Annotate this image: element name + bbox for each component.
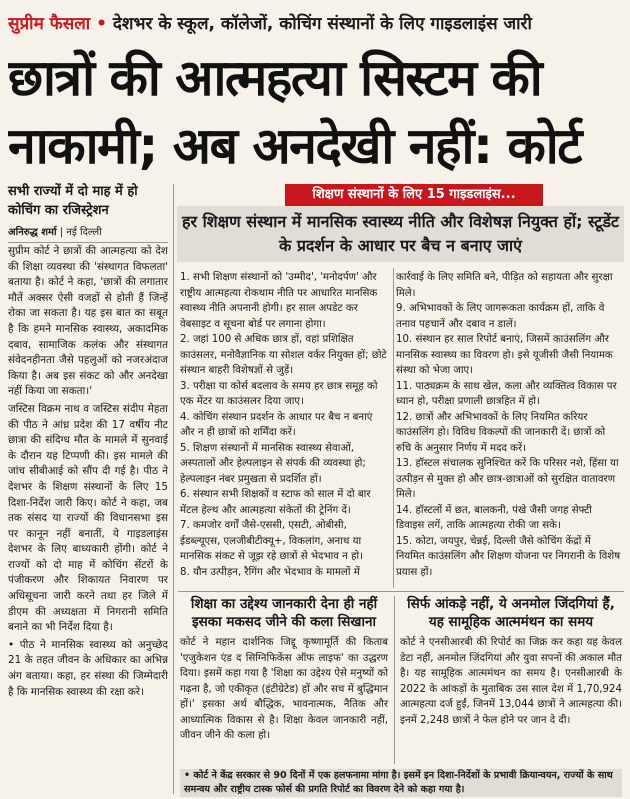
headline-line-2: नाकामी; अब अनदेखी नहीं: कोर्ट [8, 117, 581, 175]
guideline-item: 12. छात्रों और अभिभावकों के लिए नियमित करियर काउंसलिंग हो। विविध विकल्पों की जानकारी दें। छात्रों को रुचि के अनुसार निर्णय में मदद करें। [396, 411, 606, 454]
guideline-item: 6. संस्थान सभी शिक्षकों व स्टाफ को साल में दो बार मेंटल हेल्थ और आत्महत्या संकेतों की ट्रेनिंग दें। [180, 489, 371, 516]
strap-label: सुप्रीम फैसला [8, 14, 91, 34]
headline-line-1: छात्रों की आत्महत्या सिस्टम की [8, 49, 542, 107]
guideline-item: 4. कोचिंग संस्थान प्रदर्शन के आधार पर बैच न बनाएं और न ही छात्रों को शर्मिंदा करें। [180, 411, 373, 438]
guideline-item: 14. हॉस्टलों में छत, बालकनी, पंखे जैसी जगह सेफ्टी डिवाइस लगें, ताकि आत्महत्या रोकी जा सके। [396, 504, 592, 531]
guideline-item: 5. शिक्षण संस्थानों में मानसिक स्वास्थ्य सेवाओं, अस्पतालों और हेल्पलाइन से संपर्क की व्यवस्था हो; हेल्पलाइन नंबर प्रमुखता से प्रदर्शित हों। [180, 442, 366, 485]
strap-bullet: • [96, 14, 107, 34]
story-column [8, 244, 168, 792]
guidelines-heading: हर शिक्षण संस्थान में मानसिक स्वास्थ्य नीति और विशेषज्ञ नियुक्त हों; स्टूडेंट के प्रदर्शन के आधार पर बैच न बनाए जाएं [182, 212, 619, 255]
ncrb-data-title: सिर्फ आंकड़े नहीं, ये अनमोल जिंदगियां हैं, यह सामूहिक आत्ममंथन का समय [407, 596, 615, 630]
story-paragraph: जस्टिस विक्रम नाथ व जस्टिस संदीप मेहता की पीठ ने आंध्र प्रदेश की 17 वर्षीय नीट छात्रा की संदिग्ध मौत के मामले में सुनवाई के दौरान यह टिप्पणी की। इस मामले की जांच सीबीआई को सौंप दी गई है। पीठ ने देशभर के शिक्षण संस्थानों के लिए 15 दिशा-निर्देश जारी किए। कोर्ट ने कहा, जब तक संसद या राज्यों की विधानसभा इस पर कानून नहीं बनातीं, ये गाइडलाइंस देशभर के लिए बाध्यकारी होंगी। कोर्ट ने राज्यों को दो माह में कोचिंग सेंटरों के पंजीकरण और शिकायत निवारण पर अधिसूचना जारी करने तथा हर जिले में डीएम की अध्यक्षता में निगरानी समिति बनाने का भी निर्देश दिया है। [8, 402, 168, 634]
ncrb-data-box [400, 595, 622, 765]
section-rule [178, 591, 624, 592]
guideline-item: 11. पाठ्यक्रम के साथ खेल, कला और व्यक्तित्व विकास पर ध्यान हो, परीक्षा प्रणाली छात्रहित में हो। [396, 380, 617, 407]
strap-text: देशभर के स्कूल, कॉलेजों, कोचिंग संस्थानों के लिए गाइडलाइंस जारी [112, 14, 532, 34]
guideline-item: 2. जहां 100 से अधिक छात्र हों, वहां प्रशिक्षित काउंसलर, मनोवैज्ञानिक या सोशल वर्कर नियुक्त हों; छोटे संस्थान बाहरी विशेषज्ञों से जुड़ें। [180, 334, 387, 376]
guidelines-banner: शिक्षण संस्थानों के लिए 15 गाइडलाइंस... [285, 184, 543, 206]
column-divider [393, 268, 394, 588]
guideline-item: 3. परीक्षा या कोर्स बदलाव के समय हर छात्र समूह को एक मेंटर या काउंसलर दिया जाए। [180, 380, 378, 407]
author-line: अनिरुद्ध शर्मा | नई दिल्ली [8, 224, 168, 243]
guideline-item: 8. यौन उत्पीड़न, रैगिंग और भेदभाव के मामलों में [180, 566, 360, 578]
ncrb-data-body: कोर्ट ने एनसीआरबी की रिपोर्ट का जिक्र कर कहा यह केवल डेटा नहीं, अनमोल जिंदगियां और युवा सपनों की अकाल मौत है। यह सामूहिक आत्ममंथन का समय है। एनसीआरबी के 2022 के आंकड़ों के मुताबिक उस साल देश में 1,70,924 आत्महत्या दर्ज हुईं, जिनमें 13,044 छात्रों ने आत्महत्या की। इनमें 2,248 छात्रों ने फेल होने पर जान दे दी। [400, 637, 622, 726]
guideline-item: 1. सभी शिक्षण संस्थानों को 'उम्मीद', 'मनोदर्पण' और राष्ट्रीय आत्महत्या रोकथाम नीति पर आधारित मानसिक स्वास्थ्य नीति अपनानी होगी। हर साल अपडेट कर वेबसाइट व सूचना बोर्ड पर लगाना होगा। [180, 272, 378, 330]
story-paragraph: सुप्रीम कोर्ट ने छात्रों की आत्महत्या को देश की शिक्षा व्यवस्था की 'संस्थागत विफलता' बताया है। कोर्ट ने कहा, 'छात्रों की लगातार मौतें अक्सर ऐसी वजहों से होती हैं जिन्हें रोका जा सकता है। यह इस बात का सबूत है कि हमने मानसिक स्वास्थ्य, अकादमिक दबाव, सामाजिक कलंक और संस्थागत संवेदनहीनता जैसे पहलुओं को नजरअंदाज किया है। अब इस संकट को और अनदेखा नहीं किया जा सकता।' [8, 245, 168, 398]
author-name: अनिरुद्ध शर्मा [8, 227, 57, 238]
guideline-item: 15. कोटा, जयपुर, चेन्नई, दिल्ली जैसे कोचिंग केंद्रों में नियमित काउंसलिंग और शिक्षण योजना पर निगरानी के विशेष प्रयास हों। [396, 535, 621, 578]
story-paragraph: • पीठ ने मानसिक स्वास्थ्य को अनुच्छेद 21 के तहत जीवन के अधिकार का अभिन्न अंग बताया। कहा, हर संस्था की जिम्मेदारी है कि मानसिक स्वास्थ्य की रक्षा करे। [8, 638, 168, 698]
education-purpose-body: कोर्ट ने महान दार्शनिक जिद्दू कृष्णामूर्ति की किताब 'एजुकेशन एंड द सिग्निफिकेंस ऑफ लाइफ' का उद्धरण दिया। इसमें कहा गया है 'शिक्षा का उद्देश्य ऐसे मनुष्यों को गढ़ना है, जो एकीकृत (इंटीग्रेटेड) हों और सच में बुद्धिमान हों।' इसका अर्थ बौद्धिक, भावनात्मक, नैतिक और आध्यात्मिक विकास से है। शिक्षा केवल जानकारी नहीं, जीवन जीने की कला हो। [180, 637, 388, 741]
footnote-box: • कोर्ट ने केंद्र सरकार से 90 दिनों में एक हलफनामा मांगा है। इसमें इन दिशा-निर्देशों के प्रभावी क्रियान्वयन, राज्यों के साथ समन्वय और राष्ट्रीय टास्क फोर्स की प्रगति रिपोर्ट का विवरण देने को कहा गया है। [180, 769, 622, 797]
education-purpose-box [180, 595, 388, 765]
guidelines-column-1 [180, 270, 390, 588]
main-headline [8, 44, 622, 180]
column-divider [173, 184, 174, 794]
sub-headline: सभी राज्यों में दो माह में हो कोचिंग का रजिस्ट्रेशन [8, 184, 138, 218]
guideline-item: 13. हॉस्टल संचालक सुनिश्चित करें कि परिसर नशे, हिंसा या उत्पीड़न से मुक्त हो और छात्र-छात्राओं को सुरक्षित वातावरण मिले। [396, 458, 619, 500]
guideline-item: 10. संस्थान हर साल रिपोर्ट बनाएं, जिसमें काउंसलिंग और मानसिक स्वास्थ्य का विवरण हो। इसे यूजीसी जैसी नियामक संस्था को भेजा जाए। [396, 334, 613, 376]
dateline: नई दिल्ली [66, 227, 102, 238]
education-purpose-title: शिक्षा का उद्देश्य जानकारी देना ही नहीं इसका मकसद जीने की कला सिखाना [190, 596, 378, 630]
guideline-item: कार्रवाई के लिए समिति बने, पीड़ित को सहायता और सुरक्षा मिले। [396, 272, 613, 299]
top-strap [8, 8, 622, 40]
column-divider [394, 596, 395, 764]
guideline-item: 9. अभिभावकों के लिए जागरूकता कार्यक्रम हों, ताकि वे तनाव पहचानें और दबाव न डालें। [396, 303, 605, 330]
guidelines-column-2 [396, 270, 622, 588]
byline-block [8, 182, 168, 243]
guidelines-heading-box [177, 206, 624, 262]
guideline-item: 7. कमजोर वर्गों जैसे-एससी, एसटी, ओबीसी, ईडब्ल्यूएस, एलजीबीटीक्यू+, विकलांग, अनाथ या मानसिक संकट से जूझ रहे छात्रों से भेदभाव न हो। [180, 520, 363, 562]
